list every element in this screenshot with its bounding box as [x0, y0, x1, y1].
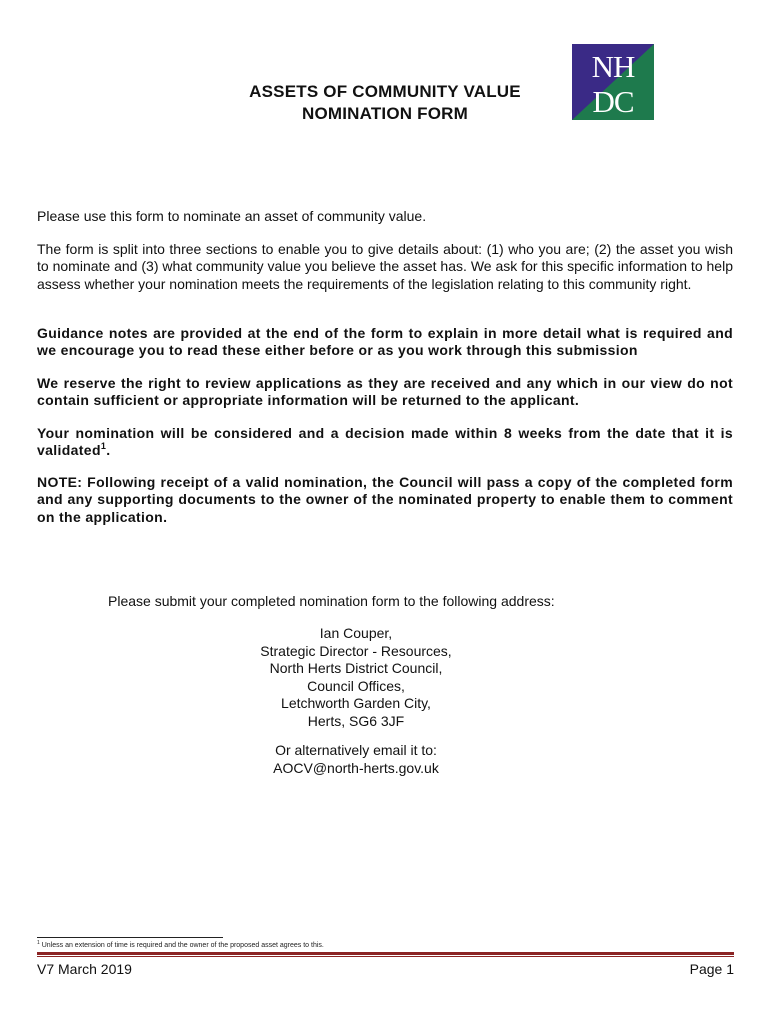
logo-text-top: NH: [591, 49, 635, 84]
decision-timeline-paragraph: [37, 425, 733, 460]
decision-end: .: [106, 442, 111, 459]
page-title: [175, 81, 595, 125]
address-line: Council Offices,: [307, 677, 405, 694]
email-block: [200, 742, 512, 777]
decision-text: Your nomination will be considered and a decision made within 8 weeks from the date that it is validated: [37, 425, 733, 459]
footnote-number: 1: [37, 939, 40, 946]
footnote-reference: 1: [100, 440, 107, 451]
address-line: Ian Couper,: [319, 625, 393, 641]
note-paragraph: NOTE: Following receipt of a valid nomination, the Council will pass a copy of the completed form and any supporting documents to the owner of the nominated property to enable them to comment on the application.: [37, 474, 733, 525]
guidance-paragraph: Guidance notes are provided at the end of the form to explain in more detail what is required and we encourage you to read these either before or as you work through this submission: [37, 325, 733, 359]
footnote-separator: [37, 937, 223, 938]
footer-rule-thin: [37, 956, 734, 957]
title-line-1: ASSETS OF COMMUNITY VALUE: [249, 82, 521, 101]
nhdc-logo: [572, 44, 654, 120]
address-line: Letchworth Garden City,: [281, 695, 431, 712]
form-sections-paragraph: The form is split into three sections to enable you to give details about: (1) who you are; (2) the asset you wish to nominate and (3) what community value you believe the asset has. We ask for this specific information to help assess whether your nomination meets the requirements of the legislation relating to this community right.: [37, 241, 733, 292]
footnote-text: Unless an extension of time is required and the owner of the proposed asset agrees to this.: [41, 942, 324, 949]
page-number: Page 1: [689, 961, 734, 977]
version-label: V7 March 2019: [37, 961, 132, 977]
logo-text-bottom: DC: [592, 84, 634, 119]
address-line: Strategic Director - Resources,: [260, 642, 452, 659]
email-intro: Or alternatively email it to:: [275, 742, 437, 758]
address-line: North Herts District Council,: [269, 660, 443, 677]
review-rights-paragraph: We reserve the right to review applications as they are received and any which in our view do not contain sufficient or appropriate information will be returned to the applicant.: [37, 375, 733, 409]
footnote: [37, 941, 324, 950]
title-line-2: NOMINATION FORM: [301, 104, 469, 123]
email-address: AOCV@north-herts.gov.uk: [273, 759, 439, 776]
address-line: Herts, SG6 3JF: [307, 712, 405, 729]
submission-instructions: Please submit your completed nomination form to the following address:: [108, 593, 555, 609]
postal-address: [200, 625, 512, 731]
footer-rule: [37, 952, 734, 955]
intro-paragraph: Please use this form to nominate an asset of community value.: [37, 208, 427, 224]
